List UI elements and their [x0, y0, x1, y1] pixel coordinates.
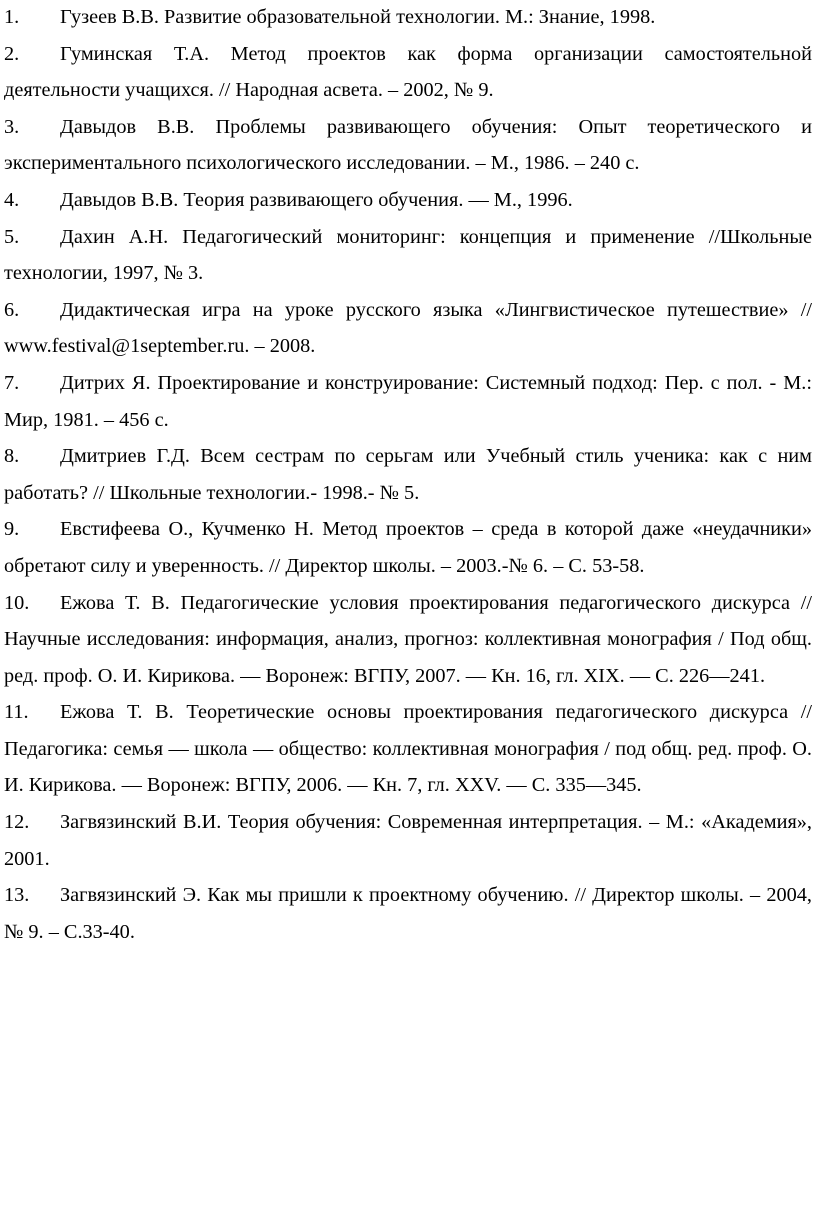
- reference-item: [4, 365, 812, 438]
- reference-text: Дмитриев Г.Д. Всем сестрам по серьгам или Учебный стиль ученика: как с ним работать? // Школьные технологии.- 1998.- № 5.: [4, 445, 812, 504]
- reference-item: [4, 109, 812, 182]
- reference-text: Загвязинский Э. Как мы пришли к проектному обучению. // Директор школы. – 2004, № 9. – С.33-40.: [4, 884, 812, 943]
- reference-item: [4, 511, 812, 584]
- reference-text: Дахин А.Н. Педагогический мониторинг: концепция и применение //Школьные технологии, 1997, № 3.: [4, 225, 812, 285]
- reference-text: Гузеев В.В. Развитие образовательной технологии. М.: Знание, 1998.: [60, 6, 656, 28]
- reference-item: [4, 36, 812, 109]
- reference-text: Ежова Т. В. Теоретические основы проектирования педагогического дискурса // Педагогика: семья — школа — общество: коллективная монография / под общ. ред. проф. О. И. Кирикова. — Воронеж: ВГПУ, 2006. — Кн. 7, гл. XXV. — С. 335—345.: [4, 701, 812, 797]
- reference-item: [4, 804, 812, 877]
- reference-number: 10.: [4, 591, 30, 614]
- reference-number: 8.: [4, 445, 20, 468]
- reference-item: [4, 585, 812, 695]
- reference-item: [4, 0, 812, 36]
- reference-item: [4, 877, 812, 950]
- reference-number: 1.: [4, 6, 20, 28]
- reference-item: [4, 438, 812, 511]
- reference-number: 6.: [4, 298, 20, 321]
- reference-list: [4, 0, 812, 950]
- reference-number: 9.: [4, 518, 20, 541]
- reference-text: Давыдов В.В. Теория развивающего обучения. — М., 1996.: [60, 188, 573, 211]
- reference-item: [4, 694, 812, 804]
- reference-item: [4, 219, 812, 292]
- reference-number: 4.: [4, 188, 20, 211]
- reference-number: 12.: [4, 811, 30, 834]
- reference-text: Загвязинский В.И. Теория обучения: Современная интерпретация. – М.: «Академия», 2001.: [4, 811, 812, 870]
- reference-text: Давыдов В.В. Проблемы развивающего обучения: Опыт теоретического и экспериментального психологического исследовании. – М., 1986. – 240 с.: [4, 115, 812, 175]
- reference-number: 11.: [4, 701, 29, 724]
- reference-text: Дитрих Я. Проектирование и конструирование: Системный подход: Пер. с пол. - М.: Мир, 1981. – 456 с.: [4, 371, 812, 431]
- reference-number: 3.: [4, 115, 20, 138]
- reference-item: [4, 292, 812, 365]
- reference-text: Дидактическая игра на уроке русского языка «Лингвистическое путешествие» // www.festival@1september.ru. – 2008.: [4, 298, 812, 358]
- reference-text: Гуминская Т.А. Метод проектов как форма организации самостоятельной деятельности учащихся. // Народная асвета. – 2002, № 9.: [4, 42, 812, 102]
- reference-text: Евстифеева О., Кучменко Н. Метод проектов – среда в которой даже «неудачники» обретают силу и уверенность. // Директор школы. – 2003.-№ 6. – С. 53-58.: [4, 518, 812, 577]
- reference-number: 7.: [4, 371, 20, 394]
- reference-number: 13.: [4, 884, 30, 907]
- reference-item: [4, 182, 812, 219]
- reference-number: 5.: [4, 225, 20, 248]
- reference-number: 2.: [4, 42, 20, 65]
- reference-text: Ежова Т. В. Педагогические условия проектирования педагогического дискурса //Научные исследования: информация, анализ, прогноз: коллективная монография / Под общ. ред. проф. О. И. Кирикова. — Воронеж: ВГПУ, 2007. — Кн. 16, гл. XIX. — С. 226—241.: [4, 591, 812, 687]
